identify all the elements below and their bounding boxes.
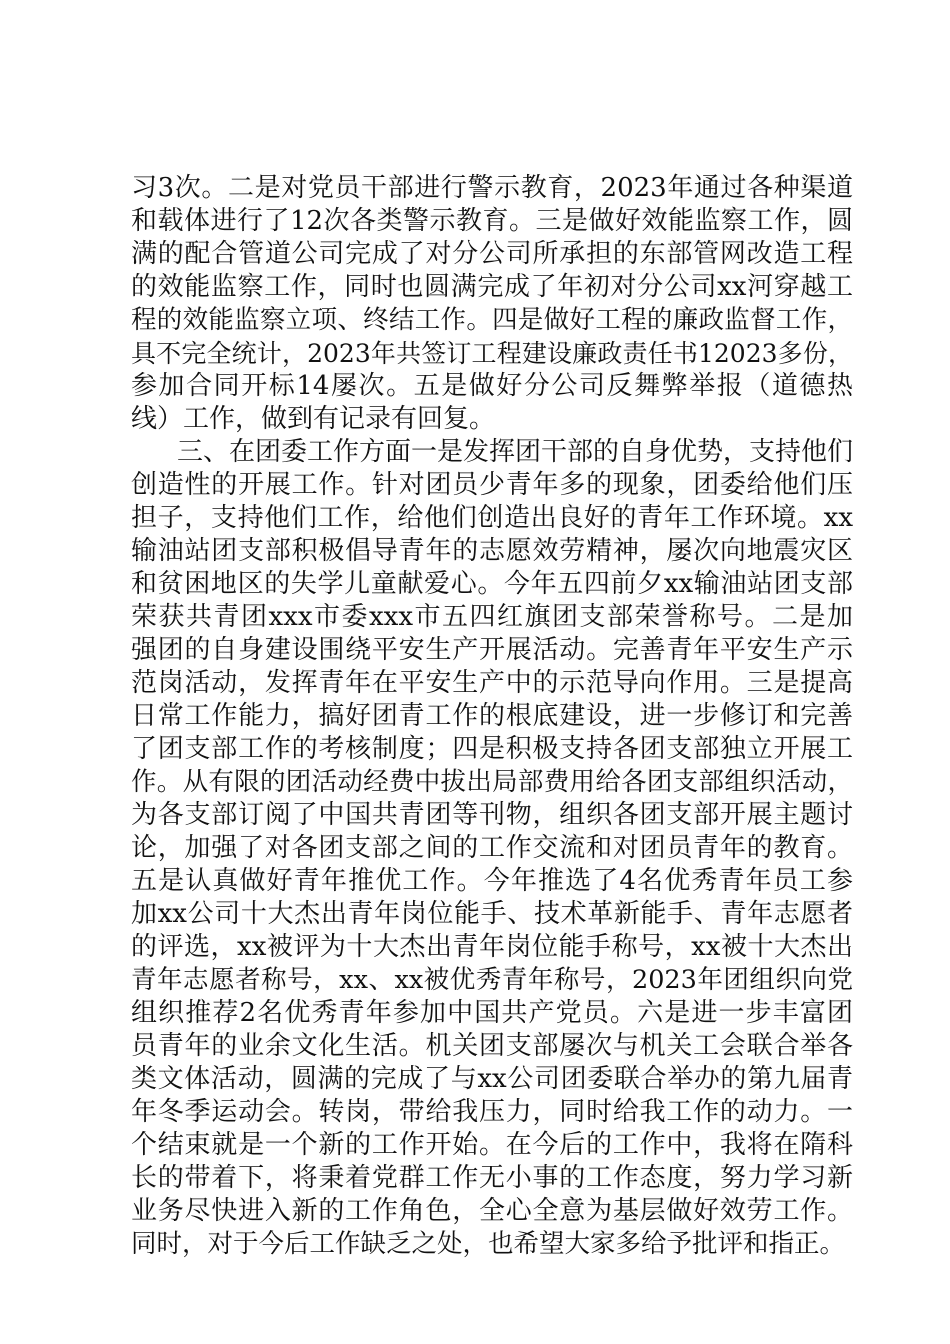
paragraph-2 xyxy=(131,436,853,1261)
text-line: 作。从有限的团活动经费中拔出局部费用给各团支部组织活动， xyxy=(131,767,853,797)
text-line: 员青年的业余文化生活。机关团支部屡次与机关工会联合举各 xyxy=(131,1031,853,1061)
text-line: 参加合同开标14屡次。五是做好分公司反舞弊举报（道德热 xyxy=(131,371,853,401)
text-line: 和贫困地区的失学儿童献爱心。今年五四前夕xx输油站团支部 xyxy=(131,569,853,599)
text-line: 担子，支持他们工作，给他们创造出良好的青年工作环境。xx xyxy=(131,503,853,533)
text-line: 为各支部订阅了中国共青团等刊物，组织各团支部开展主题讨 xyxy=(131,800,853,830)
text-line: 了团支部工作的考核制度；四是积极支持各团支部独立开展工 xyxy=(131,734,853,764)
text-line: 输油站团支部积极倡导青年的志愿效劳精神，屡次向地震灾区 xyxy=(131,536,853,566)
text-line: 业务尽快进入新的工作角色，全心全意为基层做好效劳工作。 xyxy=(131,1196,853,1226)
text-line: 同时，对于今后工作缺乏之处，也希望大家多给予批评和指正。 xyxy=(131,1229,846,1259)
text-line: 论，加强了对各团支部之间的工作交流和对团员青年的教育。 xyxy=(131,833,853,863)
text-line: 创造性的开展工作。针对团员少青年多的现象，团委给他们压 xyxy=(131,470,853,500)
text-line: 的评选，xx被评为十大杰出青年岗位能手称号，xx被十大杰出 xyxy=(131,932,853,962)
text-line: 加xx公司十大杰出青年岗位能手、技术革新能手、青年志愿者 xyxy=(131,899,853,929)
text-line: 年冬季运动会。转岗，带给我压力，同时给我工作的动力。一 xyxy=(131,1097,853,1127)
text-line: 习3次。二是对党员干部进行警示教育，2023年通过各种渠道 xyxy=(131,173,853,203)
text-line: 和载体进行了12次各类警示教育。三是做好效能监察工作，圆 xyxy=(131,206,853,236)
text-line: 五是认真做好青年推优工作。今年推选了4名优秀青年员工参 xyxy=(131,866,853,896)
paragraph-1 xyxy=(131,172,853,436)
text-line: 范岗活动，发挥青年在平安生产中的示范导向作用。三是提高 xyxy=(131,668,853,698)
text-line: 具不完全统计，2023年共签订工程建设廉政责任书12023多份， xyxy=(131,339,853,368)
text-line: 的效能监察工作，同时也圆满完成了年初对分公司xx河穿越工 xyxy=(131,272,853,302)
text-line: 类文体活动，圆满的完成了与xx公司团委联合举办的第九届青 xyxy=(131,1064,853,1094)
text-line: 程的效能监察立项、终结工作。四是做好工程的廉政监督工作， xyxy=(131,305,853,335)
text-line: 组织推荐2名优秀青年参加中国共产党员。六是进一步丰富团 xyxy=(131,998,853,1028)
document-body xyxy=(131,172,853,1261)
text-line: 三、在团委工作方面一是发挥团干部的自身优势，支持他们 xyxy=(177,437,854,467)
text-line: 强团的自身建设围绕平安生产开展活动。完善青年平安生产示 xyxy=(131,635,853,665)
text-line: 青年志愿者称号，xx、xx被优秀青年称号，2023年团组织向党 xyxy=(131,965,853,995)
text-line: 长的带着下，将秉着党群工作无小事的工作态度，努力学习新 xyxy=(131,1163,853,1193)
text-line: 满的配合管道公司完成了对分公司所承担的东部管网改造工程 xyxy=(131,239,853,269)
text-line: 个结束就是一个新的工作开始。在今后的工作中，我将在隋科 xyxy=(131,1130,853,1160)
text-line: 线）工作，做到有记录有回复。 xyxy=(131,404,496,434)
text-line: 日常工作能力，搞好团青工作的根底建设，进一步修订和完善 xyxy=(131,701,853,731)
text-line: 荣获共青团xxx市委xxx市五四红旗团支部荣誉称号。二是加 xyxy=(131,602,853,632)
